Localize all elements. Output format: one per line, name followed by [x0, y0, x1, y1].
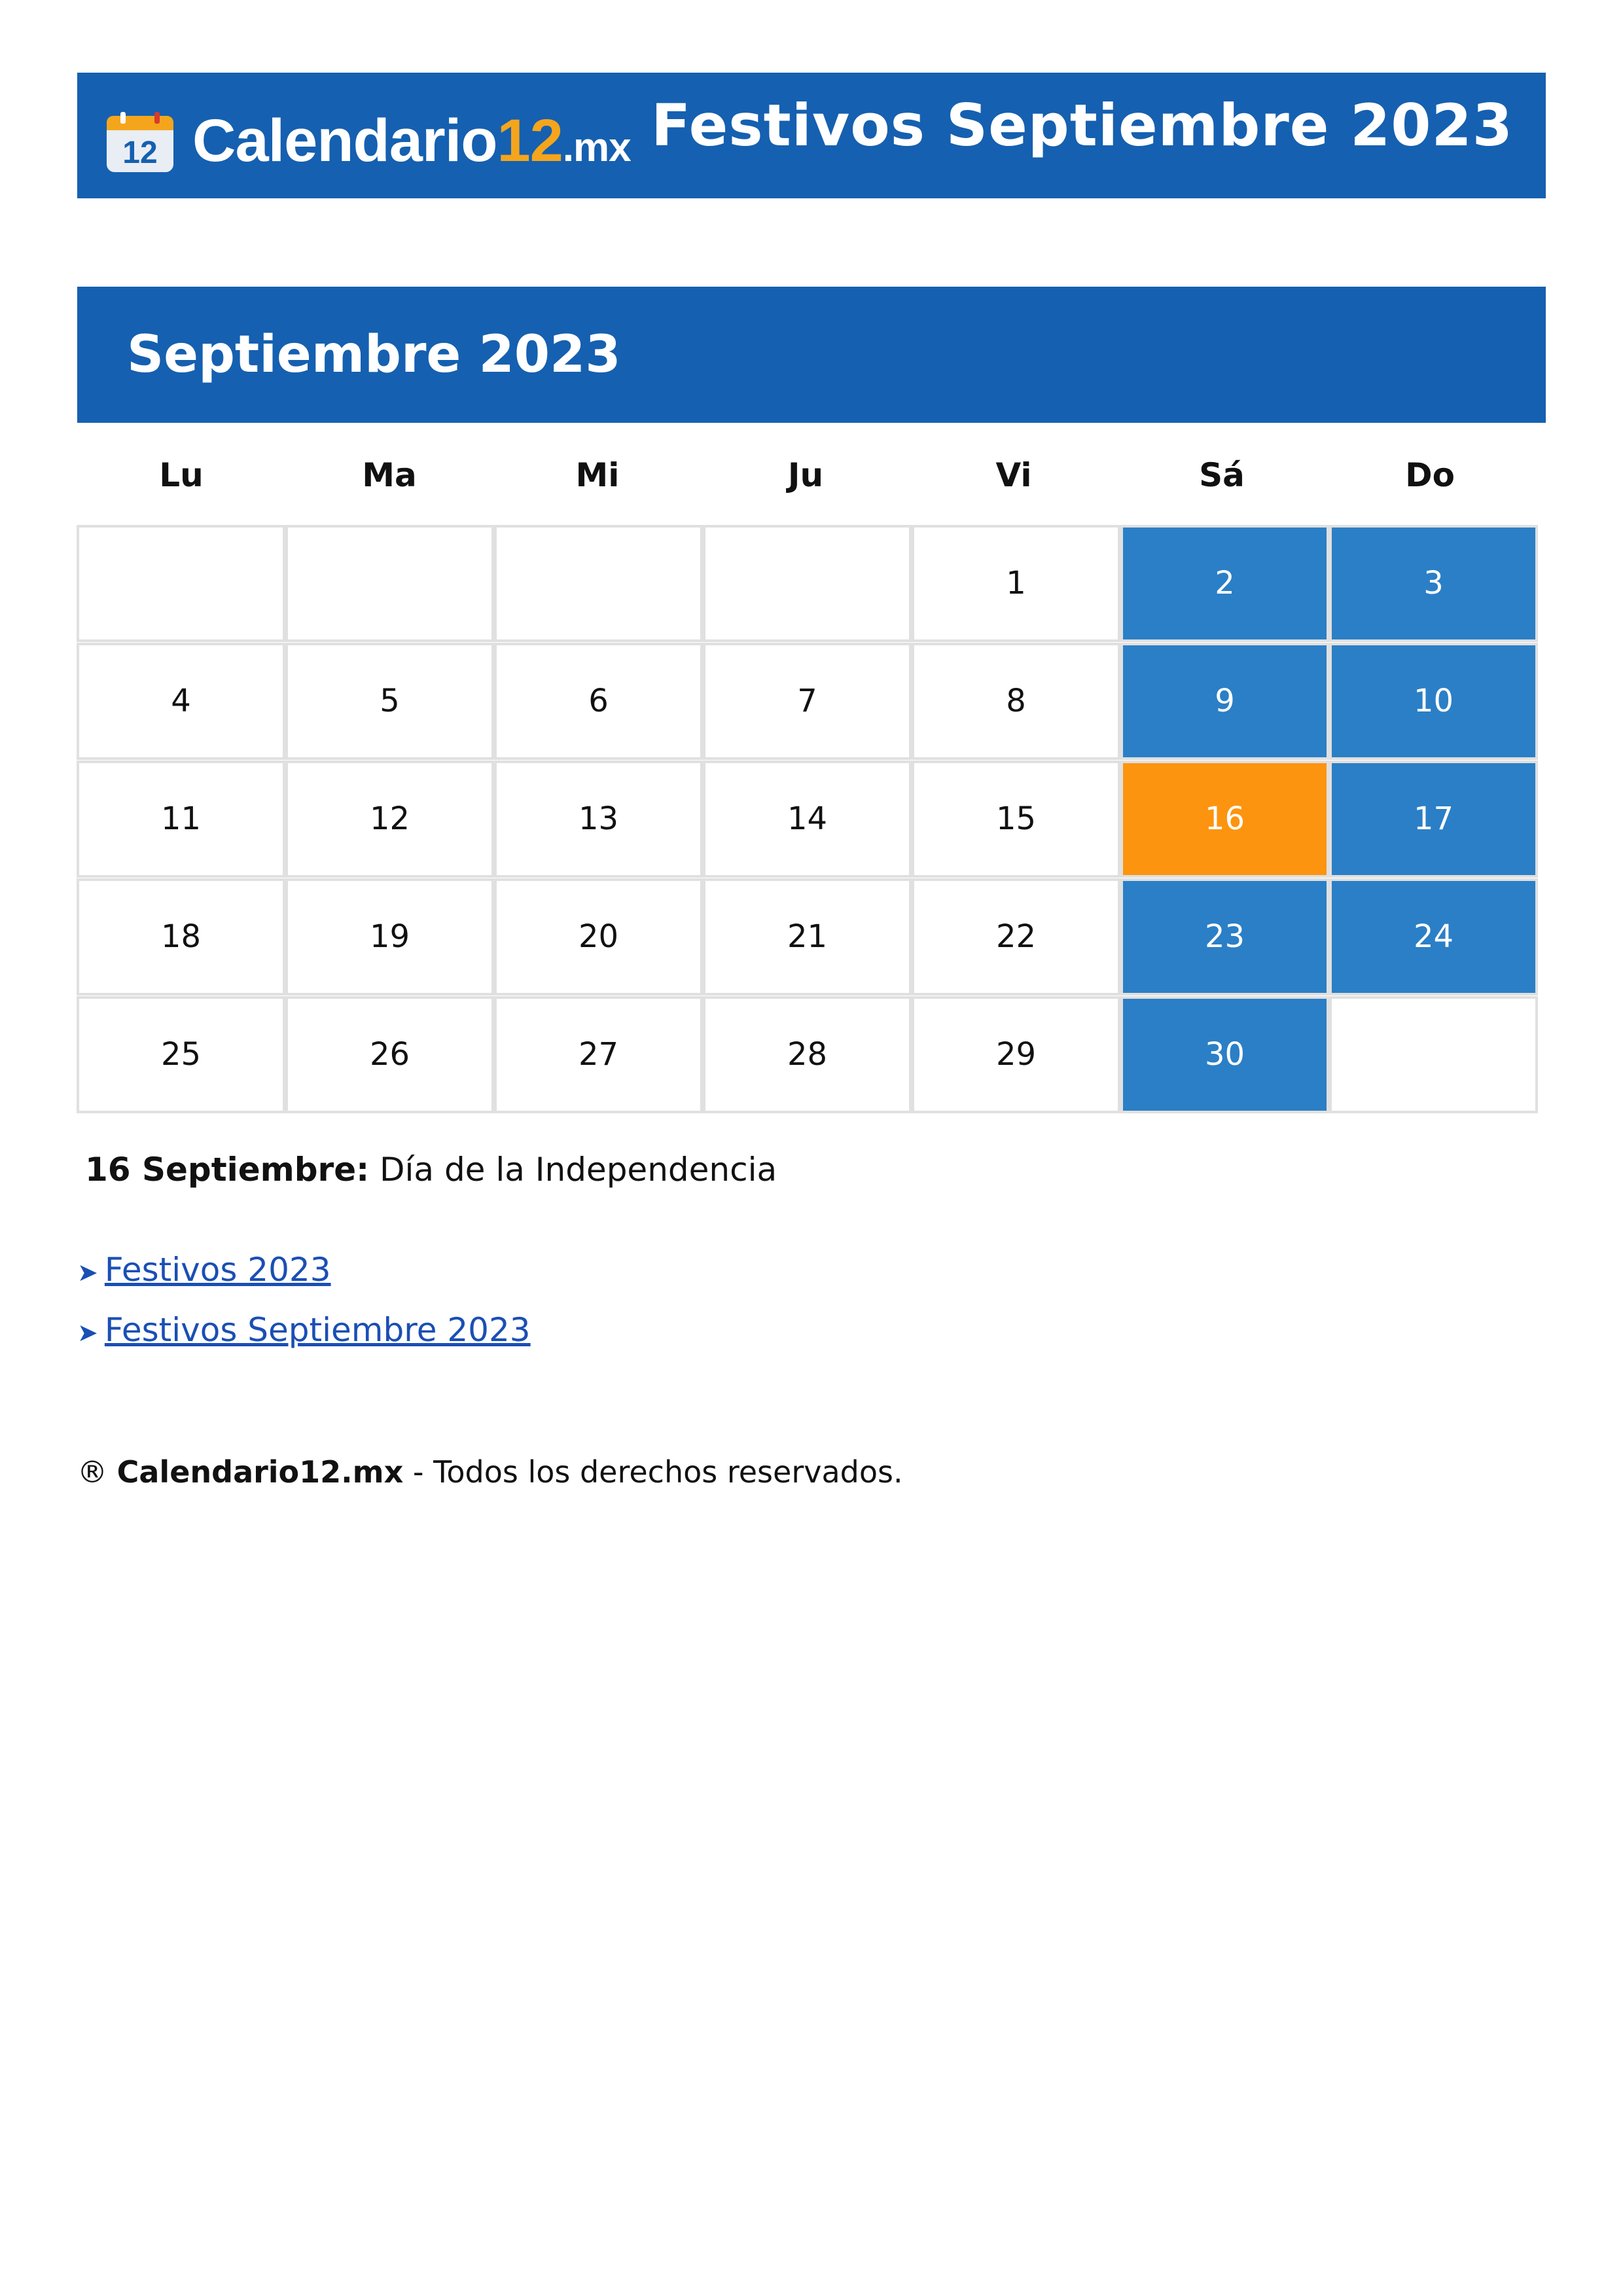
- holiday-date: 16 Septiembre:: [85, 1151, 370, 1189]
- festivos-2023-link[interactable]: Festivos 2023: [104, 1251, 331, 1289]
- day-cell[interactable]: 5: [285, 643, 494, 760]
- page-title: Festivos Septiembre 2023: [651, 92, 1513, 159]
- day-cell[interactable]: 27: [494, 996, 703, 1113]
- month-title: Septiembre 2023: [127, 325, 621, 384]
- footer-brand: Calendario12.mx: [116, 1454, 404, 1490]
- day-cell[interactable]: 4: [77, 643, 285, 760]
- day-cell[interactable]: 22: [912, 878, 1120, 996]
- weekend-day-cell[interactable]: 9: [1120, 643, 1329, 760]
- empty-day-cell: [77, 525, 285, 642]
- weekend-day-cell[interactable]: 3: [1329, 525, 1538, 642]
- empty-day-cell: [703, 525, 912, 642]
- calendar-icon-number: 12: [122, 135, 158, 170]
- weekend-day-cell[interactable]: 10: [1329, 643, 1538, 760]
- logo-number: 12: [497, 107, 563, 174]
- related-links: [77, 1247, 531, 1367]
- day-cell[interactable]: 29: [912, 996, 1120, 1113]
- empty-day-cell: [494, 525, 703, 642]
- day-cell[interactable]: 13: [494, 761, 703, 878]
- weekday-label: Lu: [159, 456, 204, 494]
- holiday-description: [85, 1147, 777, 1193]
- day-cell[interactable]: 14: [703, 761, 912, 878]
- calendar-grid: [77, 525, 1539, 1114]
- logo-wordmark: [192, 108, 631, 181]
- day-cell[interactable]: 26: [285, 996, 494, 1113]
- holiday-day-cell[interactable]: 16: [1120, 761, 1329, 878]
- month-header-bar: [77, 287, 1546, 423]
- top-header-bar: [77, 73, 1546, 198]
- day-cell[interactable]: 11: [77, 761, 285, 878]
- empty-day-cell: [1329, 996, 1538, 1113]
- link-item: [77, 1307, 531, 1367]
- footer-copyright: [77, 1449, 903, 1495]
- day-cell[interactable]: 6: [494, 643, 703, 760]
- day-cell[interactable]: 8: [912, 643, 1120, 760]
- arrow-right-icon: ➤: [77, 1318, 98, 1347]
- day-cell[interactable]: 15: [912, 761, 1120, 878]
- weekday-label: Ma: [362, 456, 417, 494]
- registered-symbol: ®: [77, 1454, 107, 1490]
- weekday-header-row: [77, 449, 1546, 501]
- day-cell[interactable]: 25: [77, 996, 285, 1113]
- weekend-day-cell[interactable]: 24: [1329, 878, 1538, 996]
- weekend-day-cell[interactable]: 17: [1329, 761, 1538, 878]
- day-cell[interactable]: 28: [703, 996, 912, 1113]
- weekday-label: Sá: [1199, 456, 1245, 494]
- weekend-day-cell[interactable]: 30: [1120, 996, 1329, 1113]
- logo-brand: Calendario: [192, 107, 497, 174]
- day-cell[interactable]: 1: [912, 525, 1120, 642]
- day-cell[interactable]: 19: [285, 878, 494, 996]
- festivos-septiembre-2023-link[interactable]: Festivos Septiembre 2023: [104, 1311, 531, 1349]
- link-item: [77, 1247, 531, 1307]
- weekday-label: Do: [1405, 456, 1455, 494]
- arrow-right-icon: ➤: [77, 1258, 98, 1287]
- weekend-day-cell[interactable]: 23: [1120, 878, 1329, 996]
- day-cell[interactable]: 7: [703, 643, 912, 760]
- footer-text: - Todos los derechos reservados.: [412, 1454, 903, 1490]
- calendar-icon: [105, 112, 175, 173]
- day-cell[interactable]: 21: [703, 878, 912, 996]
- day-cell[interactable]: 12: [285, 761, 494, 878]
- weekday-label: Mi: [575, 456, 620, 494]
- logo-tld: .mx: [562, 125, 631, 170]
- day-cell[interactable]: 20: [494, 878, 703, 996]
- day-cell[interactable]: 18: [77, 878, 285, 996]
- weekday-label: Vi: [995, 456, 1032, 494]
- holiday-name: Día de la Independencia: [380, 1151, 777, 1189]
- empty-day-cell: [285, 525, 494, 642]
- weekday-label: Ju: [787, 456, 824, 494]
- site-logo[interactable]: [105, 107, 694, 172]
- weekend-day-cell[interactable]: 2: [1120, 525, 1329, 642]
